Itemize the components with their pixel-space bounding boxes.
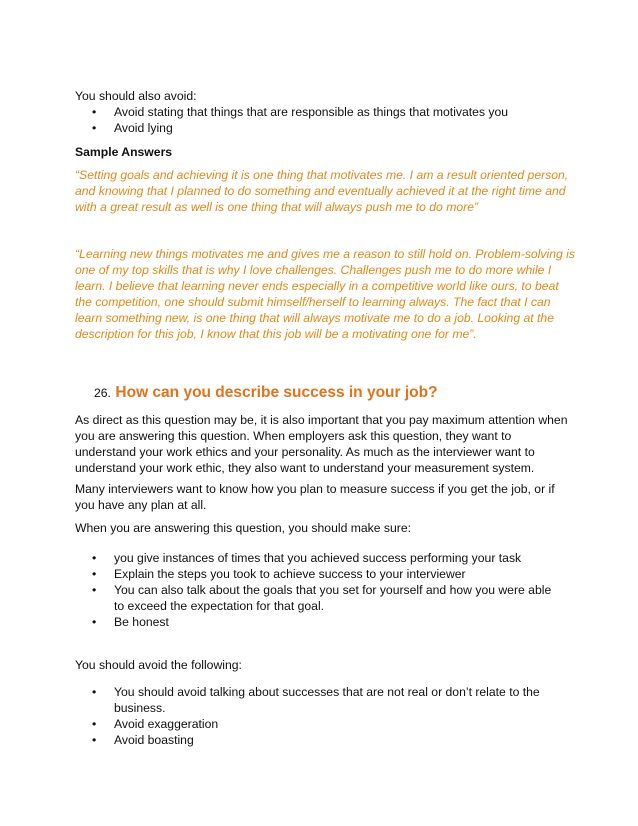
list-item: • you give instances of times that you achieved success performing your task <box>92 551 522 565</box>
question-number: 26. <box>94 386 111 400</box>
bullet-icon: • <box>92 567 97 581</box>
bullet-icon: • <box>92 105 97 119</box>
bullet-icon: • <box>92 583 97 597</box>
avoid-following-intro: You should avoid the following: <box>75 658 242 672</box>
sample-answer-quote-2: “Learning new things motivates me and gives me a reason to still hold on. Problem-solving is one of my top skills that is why I love challenges. Challenges push me to do more while I learn. I believe that learning never ends especially in a competitive world like ours, to beat the competition, one should submit himself/herself to learning always. The fact that I can learn something new, is one thing that will always motivate me to do a job. Looking at the description for this job, I know that this job will be a motivating one for me”. <box>75 247 575 341</box>
bullet-icon: • <box>92 551 97 565</box>
avoid-intro-text: You should also avoid: <box>75 89 197 103</box>
avoid-list <box>92 104 552 136</box>
bullet-icon: • <box>92 121 97 135</box>
sample-answers-title: Sample Answers <box>75 145 173 159</box>
list-item: • Avoid lying <box>92 121 173 135</box>
list-item: • You can also talk about the goals that you set for yourself and how you were able to exceed the expectation for that goal. <box>92 583 552 613</box>
list-item: • Be honest <box>92 615 169 629</box>
paragraph-2: Many interviewers want to know how you plan to measure success if you get the job, or if you have any plan at all. <box>75 482 555 512</box>
make-sure-list <box>92 550 552 630</box>
sample-answer-quote-1: “Setting goals and achieving it is one thing that motivates me. I am a result oriented person, and knowing that I planned to do something and eventually achieved it at the right time and with a great result as well is one thing that will always push me to do more” <box>75 168 569 214</box>
avoid-following-list <box>92 684 552 748</box>
bullet-icon: • <box>92 615 97 629</box>
bullet-icon: • <box>92 717 97 731</box>
list-item: • Avoid exaggeration <box>92 717 219 731</box>
paragraph-3: When you are answering this question, you should make sure: <box>75 521 412 535</box>
question-title: How can you describe success in your job? <box>115 384 438 401</box>
list-item: • Avoid stating that things that are responsible as things that motivates you <box>92 105 509 119</box>
bullet-icon: • <box>92 733 97 747</box>
bullet-icon: • <box>92 685 97 699</box>
list-item: • Explain the steps you took to achieve success to your interviewer <box>92 567 466 581</box>
list-item: • You should avoid talking about successes that are not real or don’t relate to the business. <box>92 685 540 715</box>
list-item: • Avoid boasting <box>92 733 194 747</box>
paragraph-1: As direct as this question may be, it is also important that you pay maximum attention when you are answering this question. When employers ask this question, they want to understand your work ethics and your personality. As much as the interviewer want to understand your work ethic, they also want to understand your measurement system. <box>75 413 568 475</box>
question-heading <box>94 383 438 403</box>
